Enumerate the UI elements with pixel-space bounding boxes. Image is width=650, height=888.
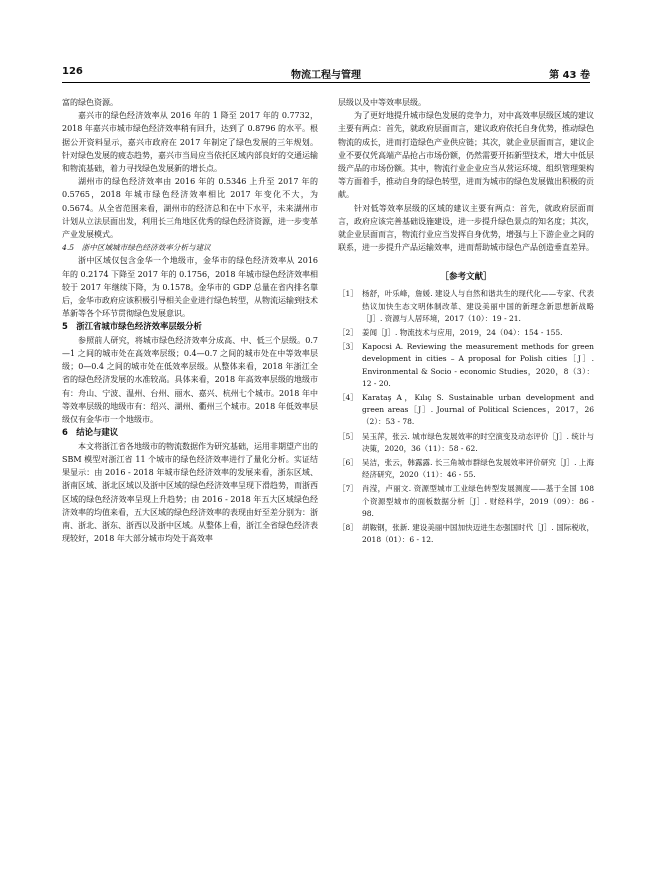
- reference-text: 杨舒，叶乐峰，詹媛. 建设人与自然和谐共生的现代化——专家、代表热议加快生态文明体制改革、建设美丽中国的新理念新思想新战略［J］. 资源与人居环境，2017（10）：19 - 21.: [362, 289, 594, 323]
- body-paragraph: 层级以及中等效率层级。: [338, 98, 426, 107]
- left-column: [62, 96, 318, 545]
- reference-item: [338, 457, 594, 481]
- reference-item: [338, 341, 594, 390]
- section-heading: 6 结论与建议: [62, 427, 119, 438]
- page-number: 126: [62, 66, 83, 77]
- reference-text: 吴玉萍，张云. 城市绿色发展效率的时空演变及动态评价［J］. 统计与决策，2020，36（11）：58 - 62.: [362, 431, 594, 453]
- reference-list: [338, 288, 594, 546]
- journal-title: 物流工程与管理: [291, 70, 361, 81]
- reference-text: 胡鞍钢，张新. 建设美丽中国加快迈进生态强国时代［J］. 国际税收，2018（01）：6 - 12.: [362, 523, 594, 545]
- subsection-heading: 4.5 浙中区域城市绿色经济效率分析与建议: [62, 243, 211, 253]
- volume-label: 第 43 卷: [549, 70, 590, 81]
- reference-number: ［5］: [338, 431, 358, 441]
- reference-item: [338, 392, 594, 429]
- body-paragraph: 本文将浙江省各地级市的物流数据作为研究基础，运用非期望产出的 SBM 模型对浙江省 11 个城市的绿色经济效率进行了量化分析。实证结果显示：由 2016 - 2018 年城市绿色经济效率的发展来看，浙东区域、浙南区域、浙北区域以及浙中区域的绿色经济效率呈现下滑趋势，而浙西区域的绿色经济效率呈现上升趋势；由 2016 - 2018 年五大区域绿色经济效率的均值来看，五大区域的绿色经济效率的表现由好至差分别为：浙南、浙北、浙东、浙西以及浙中区域。从整体上看，浙江全省绿色经济表现较好，2018 年大部分城市均处于高效率: [62, 441, 318, 544]
- body-paragraph: 为了更好地提升城市绿色发展的竞争力，对中高效率层级区域的建议主要有两点：首先，就政府层面而言，建议政府依托自身优势，推动绿色物流的成长，进而打造绿色产业供应链；其次，就企业层面而言，建议企业不要仅凭高端产品抢占市场份额，仍然需要开拓新型技术，增大中低层级产品的市场份额。其中，物流行业企业应当从营运环境、组织管理架构等方面着手，推动自身的绿色转型，进而为城市的绿色发展做出积极的贡献。: [338, 111, 594, 200]
- body-paragraph: 嘉兴市的绿色经济效率从 2016 年的 1 降至 2017 年的 0.7732，2018 年嘉兴市城市绿色经济效率稍有回升，达到了 0.8796 的水平。根据公开资料显示，嘉兴市政府在 2017 年制定了绿色发展的三年规划。针对绿色发展的疲态趋势，嘉兴市当局应当依托区域内部良好的交通运输和物流基础，着力寻找绿色发展新的增长点。: [62, 111, 318, 174]
- reference-text: Karataş A，Kılıç S. Sustainable urban development and green areas［J］. Journal of Political Sciences，2017，26（2）：53 - 78.: [362, 393, 594, 427]
- section-heading: 5 浙江省城市绿色经济效率层级分析: [62, 321, 202, 332]
- reference-item: [338, 483, 594, 520]
- reference-item: [338, 431, 594, 455]
- reference-number: ［8］: [338, 523, 358, 533]
- reference-number: ［2］: [338, 328, 358, 338]
- reference-item: [338, 522, 594, 546]
- reference-number: ［7］: [338, 484, 358, 494]
- body-paragraph: 参照前人研究，将城市绿色经济效率分成高、中、低三个层级。0.7—1 之间的城市处在高效率层级；0.4—0.7 之间的城市处在中等效率层级；0—0.4 之间的城市处在低效率层级。从整体来看，2018 年浙江全省的绿色经济发展的水准较高。具体来看，2018 年高效率层级的地级市有：舟山、宁波、温州、台州、丽水、嘉兴、杭州七个城市。2018 年中等效率层级的地级市有：绍兴、湖州、衢州三个城市。2018 年低效率层级仅有金华市一个地级市。: [62, 335, 318, 425]
- reference-item: [338, 288, 594, 325]
- right-column-body: [338, 96, 594, 254]
- reference-text: 姜闻［J］. 物流技术与应用，2019，24（04）：154 - 155.: [362, 328, 563, 338]
- body-paragraph: 富的绿色资源。: [62, 98, 118, 107]
- reference-item: [338, 327, 594, 339]
- reference-text: Kapocsi A. Reviewing the measurement methods for green development in cities – A proposal for Polish cities［J］. Environmental & Socio - economic Studies，2020，8（3）：12 - 20.: [362, 342, 594, 388]
- body-paragraph: 湖州市的绿色经济效率由 2016 年的 0.5346 上升至 2017 年的 0.5765，2018 年城市绿色经济效率相比 2017 年变化不大，为 0.5674。从全省范围来看，湖州市的经济总和在中下水平，未来湖州市计划从立法层面出发，利用长三角地区优秀的绿色经济资源，进一步变革产业发展模式。: [62, 177, 318, 240]
- reference-number: ［6］: [338, 458, 358, 468]
- reference-number: ［3］: [338, 342, 358, 352]
- references-heading: ［参考文献］: [440, 272, 492, 283]
- right-column: [338, 96, 594, 549]
- body-paragraph: 针对低等效率层级的区域的建议主要有两点：首先，就政府层面而言，政府应该完善基础设施建设，进一步提升绿色景点的知名度；其次，就企业层面而言，物流行业应当发挥自身优势，增强与上下游企业之间的联系，进一步提升产品运输效率，进而帮助城市绿色产品创造垂直差异。: [338, 203, 594, 253]
- reference-text: 吴洁，张云，韩露露. 长三角城市群绿色发展效率评价研究［J］. 上海经济研究，2020（11）：46 - 55.: [362, 458, 594, 480]
- running-header: [62, 64, 590, 83]
- body-paragraph: 浙中区域仅包含金华一个地级市，金华市的绿色经济效率从 2016 年的 0.2174 下降至 2017 年的 0.1756，2018 年城市绿色经济效率相较于 2017 年继续下降，为 0.1578。金华市的 GDP 总量在省内排名靠后，金华市政府应该积极引导相关企业进行绿色转型，从物流运输到技术革新等各个环节贯彻绿色发展意识。: [62, 256, 318, 319]
- reference-number: ［4］: [338, 393, 358, 403]
- reference-text: 肖滢，卢丽文. 资源型城市工业绿色转型发展测度——基于全国 108 个资源型城市的面板数据分析［J］. 财经科学，2019（09）：86 - 98.: [362, 484, 594, 518]
- reference-number: ［1］: [338, 289, 358, 299]
